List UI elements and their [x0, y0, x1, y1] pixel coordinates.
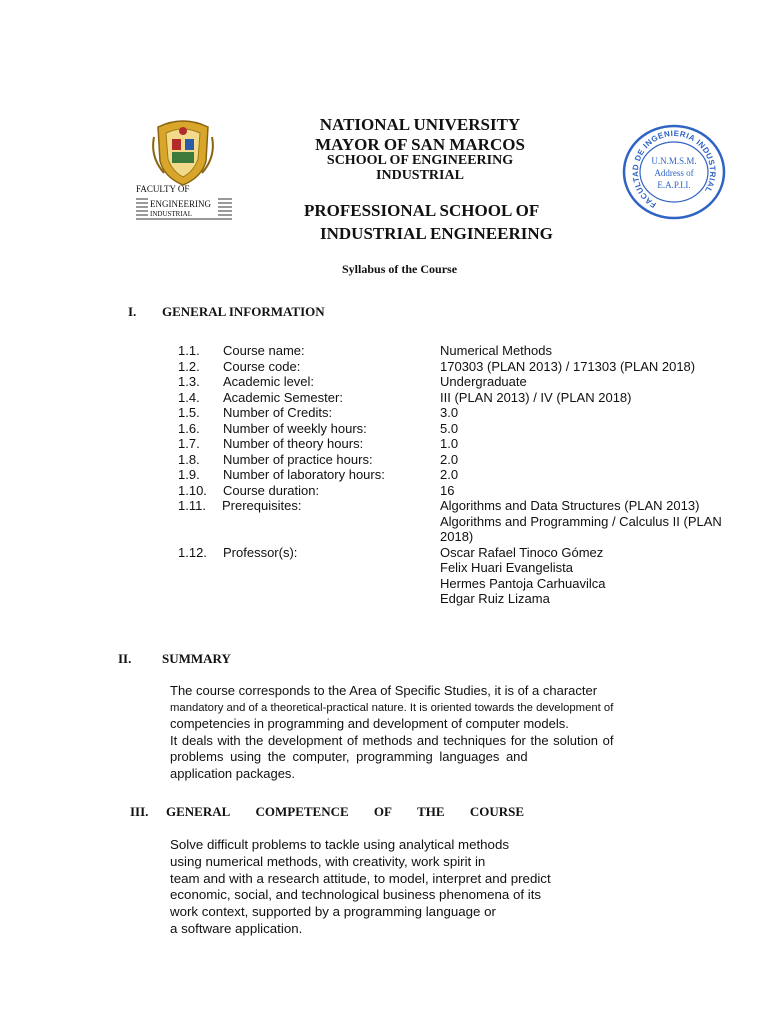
syllabus-title: Syllabus of the Course — [342, 262, 458, 276]
competence-paragraph — [170, 837, 640, 938]
info-row-value — [440, 498, 750, 545]
section-3-title-word: GENERAL — [166, 804, 231, 819]
faculty-label-industrial: INDUSTRIAL — [150, 210, 192, 218]
summary-line: mandatory and of a theoretical-practical nature. It is oriented towards the development of — [170, 701, 614, 714]
info-row-number: 1.9. — [178, 467, 200, 482]
info-row-value — [440, 405, 750, 421]
info-row-value — [440, 374, 750, 390]
info-row-number: 1.2. — [178, 358, 200, 374]
info-row-value-line: 170303 (PLAN 2013) / 171303 (PLAN 2018) — [440, 358, 696, 374]
info-row-value-line: Edgar Ruiz Lizama — [440, 591, 550, 606]
school-line2: INDUSTRIAL — [376, 168, 464, 183]
info-row-label: Number of practice hours: — [223, 451, 373, 467]
info-row-label: Course name: — [223, 343, 305, 358]
info-row-number: 1.3. — [178, 374, 200, 389]
info-row-value-line: 2.0 — [440, 451, 459, 467]
summary-line: competencies in programming and development of computer models. — [170, 716, 569, 731]
info-row-label: Number of weekly hours: — [223, 420, 367, 436]
faculty-label-engineering: ENGINEERING — [150, 199, 211, 209]
info-row-number: 1.11. — [178, 498, 206, 513]
info-row-value — [440, 452, 750, 468]
info-row-label: Number of laboratory hours: — [223, 467, 385, 482]
info-row-number: 1.8. — [178, 451, 200, 467]
stamp-line1: U.N.M.S.M. — [651, 156, 697, 166]
info-row-number: 1.4. — [178, 389, 200, 405]
info-row-value-line: 5.0 — [440, 420, 459, 436]
section-3-number: III. — [130, 804, 149, 819]
info-row-value-line: Undergraduate — [440, 374, 527, 389]
faculty-stamp — [622, 124, 726, 220]
university-title — [300, 115, 540, 155]
info-row-value-line: Oscar Rafael Tinoco Gómez — [440, 544, 604, 560]
school-line1: SCHOOL OF ENGINEERING — [326, 153, 514, 168]
faculty-label: FACULTY OF — [136, 184, 190, 194]
section-3-title-word: THE — [417, 804, 445, 819]
summary-line: problems using the computer, programming languages and — [170, 749, 528, 764]
info-row-label: Number of theory hours: — [223, 436, 364, 451]
section-3-title-word: OF — [373, 804, 392, 819]
info-row-label: Academic level: — [223, 374, 315, 389]
stamp-ring-text: FACULTAD DE INGENIERIA INDUSTRIAL — [630, 128, 718, 210]
competence-line: economic, social, and technological business phenomena of its — [170, 887, 542, 903]
info-row-number: 1.7. — [178, 436, 200, 451]
info-row-value-line: Felix Huari Evangelista — [440, 560, 573, 575]
info-row-value-line: 1.0 — [440, 436, 459, 451]
section-1-number: I. — [128, 304, 137, 319]
info-row-value-line: 3.0 — [440, 405, 459, 420]
summary-line: It deals with the development of methods and techniques for the solution of — [170, 732, 614, 748]
section-3-title-word: COURSE — [469, 804, 524, 819]
faculty-logo-lines — [136, 196, 232, 222]
competence-line: Solve difficult problems to tackle using analytical methods — [170, 837, 509, 852]
info-row-value-line: 16 — [440, 482, 455, 498]
info-row-value — [440, 436, 750, 452]
university-crest-logo — [152, 117, 214, 187]
info-row-value-line: Algorithms and Programming / Calculus II (PLAN — [440, 513, 722, 529]
info-row-value — [440, 545, 750, 607]
summary-line: The course corresponds to the Area of Specific Studies, it is of a character — [170, 683, 598, 698]
info-row-value-line: Hermes Pantoja Carhuavilca — [440, 575, 606, 591]
summary-line: application packages. — [170, 765, 296, 781]
section-1-title: GENERAL INFORMATION — [162, 304, 325, 319]
info-row-label: Professor(s): — [223, 544, 298, 560]
summary-paragraph — [170, 683, 690, 782]
info-row-value-line: Numerical Methods — [440, 343, 552, 358]
info-row-number: 1.12. — [178, 544, 207, 560]
info-row-value — [440, 343, 750, 359]
info-row-value — [440, 467, 750, 483]
info-row-value-line: 2018) — [440, 529, 474, 544]
info-row-value-line: Algorithms and Data Structures (PLAN 2013) — [440, 498, 700, 513]
info-row-number: 1.1. — [178, 343, 200, 358]
info-row-value — [440, 359, 750, 375]
section-3-title-word: COMPETENCE — [255, 804, 349, 819]
info-row-label: Course duration: — [223, 482, 320, 498]
info-row-number: 1.6. — [178, 420, 200, 436]
competence-line: a software application. — [170, 920, 303, 936]
info-row-number: 1.10. — [178, 482, 207, 498]
school-title — [300, 153, 540, 183]
professional-school-line1: PROFESSIONAL SCHOOL OF — [304, 201, 540, 220]
stamp-line2: Address of — [654, 168, 694, 178]
stamp-line3: E.A.P.I.I. — [657, 180, 691, 190]
info-row-value — [440, 390, 750, 406]
university-line1: NATIONAL UNIVERSITY — [319, 115, 521, 134]
section-2-title: SUMMARY — [162, 651, 231, 666]
info-row-label: Number of Credits: — [223, 405, 333, 420]
university-line2: MAYOR OF SAN MARCOS — [315, 135, 525, 154]
info-row-value — [440, 421, 750, 437]
section-3-title — [166, 804, 524, 820]
info-row-label: Academic Semester: — [223, 389, 343, 405]
section-2-number: II. — [118, 651, 132, 666]
info-row-label: Prerequisites: — [222, 498, 302, 513]
info-row-number: 1.5. — [178, 405, 200, 420]
competence-line: team and with a research attitude, to model, interpret and predict — [170, 870, 551, 886]
info-row-value-line: 2.0 — [440, 467, 459, 482]
info-row-value — [440, 483, 750, 499]
competence-line: work context, supported by a programming language or — [170, 904, 496, 920]
professional-school-line2: INDUSTRIAL ENGINEERING — [320, 224, 553, 243]
info-row-value-line: III (PLAN 2013) / IV (PLAN 2018) — [440, 389, 632, 405]
info-row-label: Course code: — [223, 358, 301, 374]
competence-line: using numerical methods, with creativity, work spirit in — [170, 853, 486, 869]
